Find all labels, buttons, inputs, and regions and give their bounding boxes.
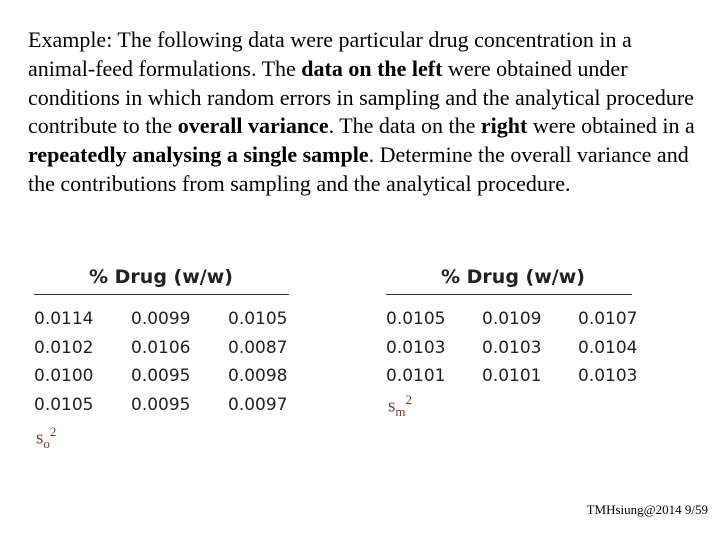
text-segment: Example: The following data were particular drug concentration in a animal-feed formulations. The	[28, 27, 632, 81]
table-row	[34, 391, 289, 420]
table-cell: 0.0097	[228, 394, 288, 415]
table-cell: 0.0099	[131, 309, 191, 329]
table-cell: 0.0105	[228, 309, 288, 329]
symbol-base: s	[388, 395, 396, 417]
table-cell: 0.0101	[386, 366, 446, 386]
bold-segment: right	[480, 113, 528, 139]
slide-footer: TMHsiung@2014 9/59	[586, 502, 708, 517]
text-segment: . The data on the	[328, 113, 481, 139]
bold-segment: repeatedly analysing a single sample	[28, 142, 369, 168]
symbol-subscript: m	[395, 404, 406, 420]
so-squared-symbol	[36, 424, 56, 452]
text-segment: were obtained under conditions in which random errors in sampling and the analytical procedure contribute to the	[28, 55, 694, 139]
table-cell: 0.0104	[578, 337, 638, 358]
table-cell: 0.0101	[482, 366, 542, 386]
left-data-table	[34, 262, 289, 419]
table-cell: 0.0103	[482, 337, 542, 358]
table-row	[34, 362, 289, 391]
header-rule	[34, 294, 289, 295]
bold-segment: data on the left	[301, 55, 443, 81]
symbol-subscript: o	[43, 436, 50, 452]
table-row	[34, 334, 289, 363]
table-cell: 0.0100	[34, 366, 94, 386]
symbol-superscript: 2	[49, 424, 57, 439]
table-cell: 0.0102	[34, 337, 94, 358]
table-header: % Drug (w/w)	[441, 266, 585, 288]
text-segment: were obtained in a	[527, 113, 695, 139]
sm-squared-symbol	[388, 392, 412, 420]
table-cell: 0.0103	[578, 366, 638, 386]
table-row	[34, 305, 289, 334]
table-cell: 0.0105	[386, 309, 446, 329]
text-segment: . Determine the overall variance and the contributions from sampling and the analytical procedure.	[28, 142, 689, 196]
right-data-table	[386, 262, 638, 391]
table-row	[386, 305, 638, 334]
symbol-superscript: 2	[405, 392, 413, 407]
table-cell: 0.0114	[34, 309, 94, 329]
table-row	[386, 362, 638, 391]
table-header: % Drug (w/w)	[89, 266, 233, 288]
table-cell: 0.0098	[228, 366, 288, 386]
symbol-base: s	[36, 427, 44, 449]
table-cell: 0.0087	[228, 337, 288, 358]
table-cell: 0.0106	[131, 337, 191, 358]
table-cell: 0.0095	[131, 394, 191, 415]
table-cell: 0.0107	[578, 309, 638, 329]
table-cell: 0.0103	[386, 337, 446, 358]
bold-segment: overall variance	[177, 113, 329, 139]
table-cell: 0.0095	[131, 366, 191, 386]
table-cell: 0.0109	[482, 309, 542, 329]
header-rule	[386, 294, 632, 295]
table-row	[386, 334, 638, 363]
table-cell: 0.0105	[34, 394, 94, 415]
problem-statement	[28, 26, 700, 199]
